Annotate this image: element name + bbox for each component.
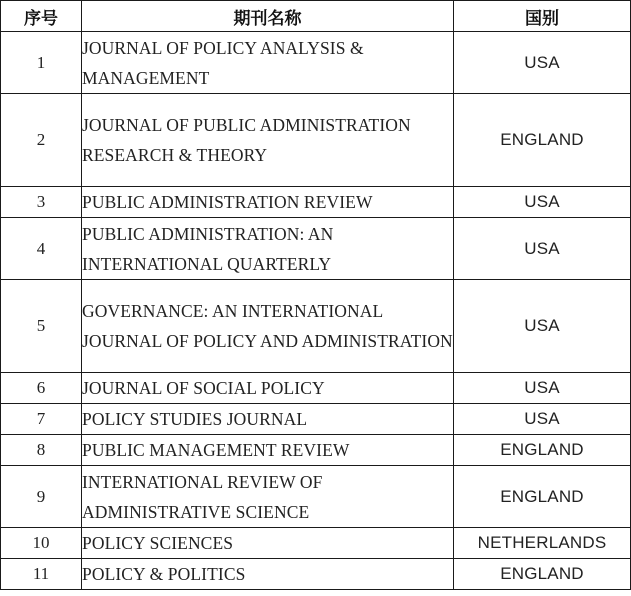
journal-country: USA xyxy=(454,218,631,280)
table-row xyxy=(1,32,631,94)
table-row xyxy=(1,404,631,435)
table-row xyxy=(1,187,631,218)
journal-country: USA xyxy=(454,187,631,218)
journal-name: PUBLIC ADMINISTRATION REVIEW xyxy=(82,187,454,218)
journal-country: ENGLAND xyxy=(454,466,631,528)
row-index: 3 xyxy=(1,187,82,218)
row-index: 4 xyxy=(1,218,82,280)
journal-name: POLICY STUDIES JOURNAL xyxy=(82,404,454,435)
journal-name: PUBLIC MANAGEMENT REVIEW xyxy=(82,435,454,466)
row-index: 9 xyxy=(1,466,82,528)
row-index: 8 xyxy=(1,435,82,466)
journal-name: JOURNAL OF POLICY ANALYSIS & MANAGEMENT xyxy=(82,32,454,94)
journal-country: ENGLAND xyxy=(454,435,631,466)
row-index: 2 xyxy=(1,94,82,187)
table-header-row xyxy=(1,1,631,32)
row-index: 5 xyxy=(1,280,82,373)
table-row xyxy=(1,466,631,528)
journal-name: POLICY & POLITICS xyxy=(82,559,454,590)
row-index: 1 xyxy=(1,32,82,94)
journal-country: USA xyxy=(454,280,631,373)
journal-name: POLICY SCIENCES xyxy=(82,528,454,559)
row-index: 7 xyxy=(1,404,82,435)
header-journal-name: 期刊名称 xyxy=(82,1,454,32)
journal-country: ENGLAND xyxy=(454,559,631,590)
table-row xyxy=(1,435,631,466)
row-index: 6 xyxy=(1,373,82,404)
header-country: 国别 xyxy=(454,1,631,32)
journal-name: GOVERNANCE: AN INTERNATIONAL JOURNAL OF POLICY AND ADMINISTRATION xyxy=(82,280,454,373)
journal-name: JOURNAL OF SOCIAL POLICY xyxy=(82,373,454,404)
table-row xyxy=(1,94,631,187)
journal-name: PUBLIC ADMINISTRATION: AN INTERNATIONAL QUARTERLY xyxy=(82,218,454,280)
journal-name: JOURNAL OF PUBLIC ADMINISTRATION RESEARCH & THEORY xyxy=(82,94,454,187)
table-row xyxy=(1,559,631,590)
header-index: 序号 xyxy=(1,1,82,32)
table-row xyxy=(1,280,631,373)
journal-country: NETHERLANDS xyxy=(454,528,631,559)
journal-country: USA xyxy=(454,32,631,94)
journal-name: INTERNATIONAL REVIEW OF ADMINISTRATIVE SCIENCE xyxy=(82,466,454,528)
journal-country: USA xyxy=(454,404,631,435)
table-row xyxy=(1,218,631,280)
journal-country: USA xyxy=(454,373,631,404)
table-row xyxy=(1,528,631,559)
table-row xyxy=(1,373,631,404)
row-index: 10 xyxy=(1,528,82,559)
journal-country: ENGLAND xyxy=(454,94,631,187)
row-index: 11 xyxy=(1,559,82,590)
